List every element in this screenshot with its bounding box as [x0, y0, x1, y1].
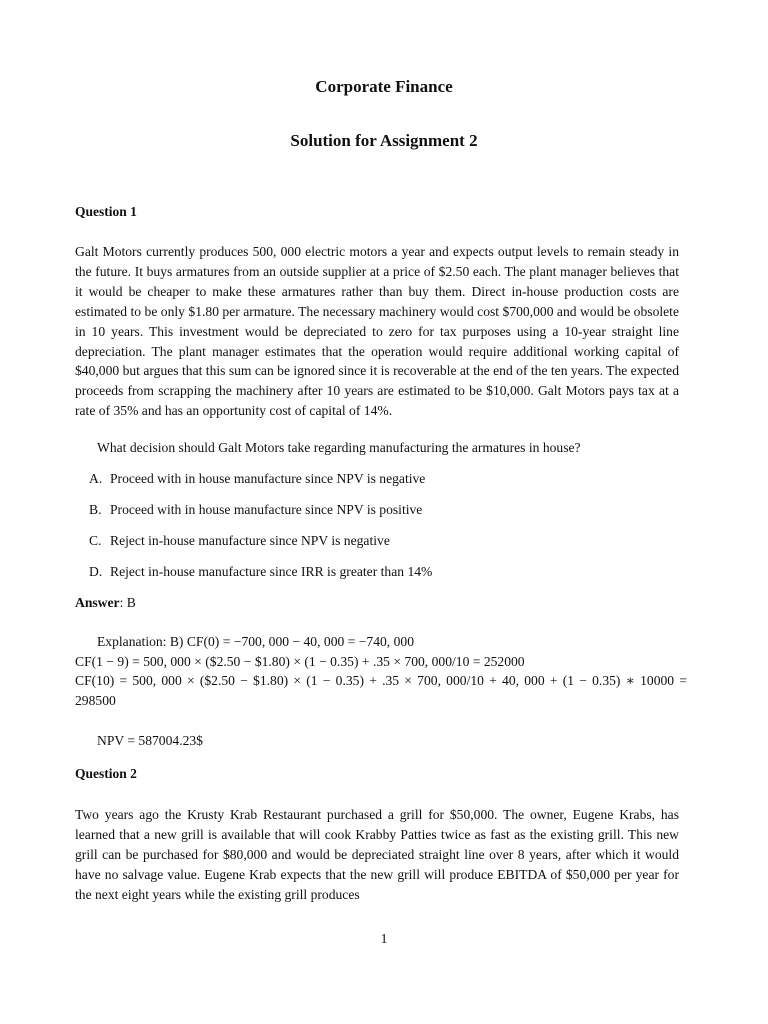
- answer-value: : B: [119, 595, 136, 610]
- option-letter: B.: [89, 502, 102, 517]
- option-text: Reject in-house manufacture since IRR is greater than 14%: [110, 564, 433, 579]
- option-text: Reject in-house manufacture since NPV is negative: [110, 533, 390, 548]
- explanation-line-4: 298500: [75, 693, 116, 708]
- question-1-prompt: What decision should Galt Motors take regarding manufacturing the armatures in house?: [97, 440, 581, 455]
- answer-label: Answer: [75, 595, 120, 610]
- option-letter: A.: [89, 471, 103, 486]
- answer-line: [75, 595, 136, 611]
- npv-result: NPV = 587004.23$: [97, 733, 203, 748]
- explanation-line-3: CF(10) = 500, 000 × ($2.50 − $1.80) × (1 − 0.35) + .35 × 700, 000/10 + 40, 000 + (1 − 0.35) ∗ 10000 =: [75, 673, 687, 688]
- option-a: [89, 471, 425, 487]
- question-2-body: Two years ago the Krusty Krab Restaurant purchased a grill for $50,000. The owner, Eugene Krabs, has learned that a new grill is available that will cook Krabby Patties twice as fast as the existing grill. This new grill can be purchased for $80,000 and would be depreciated straight line over 8 years, after which it would have no salvage value. Eugene Krab expects that the new grill will produce EBITDA of $50,000 per year for the next eight years while the existing grill produces: [75, 807, 679, 902]
- document-title: Corporate Finance: [315, 77, 453, 96]
- explanation-line-2: CF(1 − 9) = 500, 000 × ($2.50 − $1.80) × (1 − 0.35) + .35 × 700, 000/10 = 252000: [75, 654, 525, 669]
- explanation-line-1: Explanation: B) CF(0) = −700, 000 − 40, 000 = −740, 000: [97, 634, 414, 649]
- option-d: [89, 564, 432, 580]
- option-text: Proceed with in house manufacture since NPV is positive: [110, 502, 423, 517]
- option-b: [89, 502, 422, 518]
- option-letter: D.: [89, 564, 103, 579]
- question-1-heading: Question 1: [75, 204, 137, 219]
- question-2-heading: Question 2: [75, 766, 137, 781]
- page-number: 1: [380, 931, 388, 946]
- option-c: [89, 533, 390, 549]
- option-text: Proceed with in house manufacture since NPV is negative: [110, 471, 426, 486]
- option-letter: C.: [89, 533, 102, 548]
- document-subtitle: Solution for Assignment 2: [290, 131, 478, 150]
- question-1-body: Galt Motors currently produces 500, 000 electric motors a year and expects output levels to remain steady in the future. It buys armatures from an outside supplier at a price of $2.50 each. The plant manager believes that it would be cheaper to make these armatures rather than buy them. Direct in-house production costs are estimated to be only $1.80 per armature. The necessary machinery would cost $700,000 and would be obsolete in 10 years. This investment would be depreciated to zero for tax purposes using a 10-year straight line depreciation. The plant manager estimates that the operation would require additional working capital of $40,000 but argues that this sum can be ignored since it is recoverable at the end of the ten years. The expected proceeds from scrapping the machinery after 10 years are estimated to be $10,000. Galt Motors pays tax at a rate of 35% and has an opportunity cost of capital of 14%.: [75, 244, 679, 419]
